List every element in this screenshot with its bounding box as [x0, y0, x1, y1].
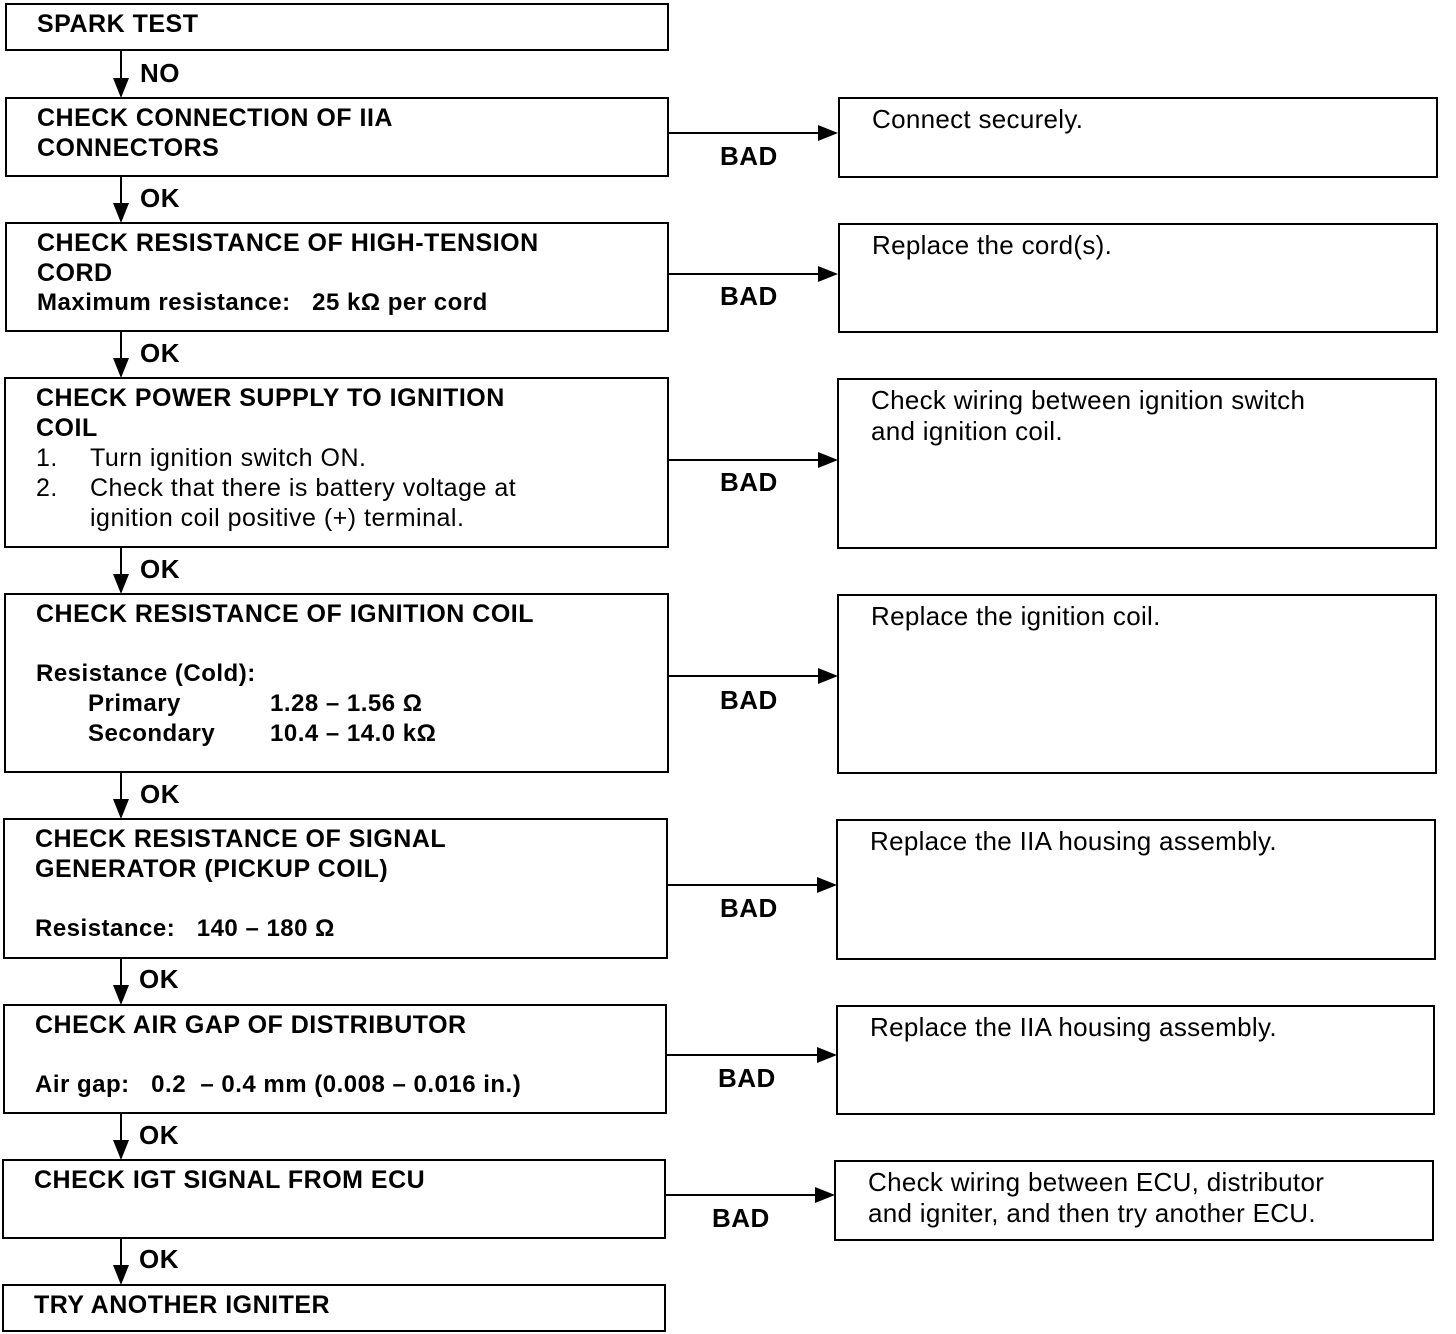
spec-row [36, 689, 667, 719]
action-text: Replace the IIA housing assembly. [870, 1012, 1277, 1042]
label-ok: OK [139, 1244, 179, 1274]
action-text: Check wiring between ignition switch [871, 385, 1306, 415]
step-title: CHECK IGT SIGNAL FROM ECU [34, 1166, 426, 1194]
item-text: ignition coil positive (+) terminal. [90, 504, 465, 532]
label-ok: OK [140, 554, 180, 584]
action-connect-securely [838, 97, 1438, 178]
label-ok: OK [140, 183, 180, 213]
step-check-connection [5, 97, 669, 177]
step-spec: Air gap: 0.2 – 0.4 mm (0.008 – 0.016 in.) [35, 1071, 522, 1098]
action-check-wiring-ignition [837, 378, 1437, 549]
step-title-line: CORD [37, 259, 113, 287]
step-check-coil-resistance [4, 593, 669, 773]
step-title-line: CONNECTORS [37, 134, 220, 162]
spec-label: Secondary [88, 720, 216, 747]
item-number: 2. [36, 474, 58, 502]
spacer [35, 884, 666, 914]
step-title: TRY ANOTHER IGNITER [34, 1291, 331, 1319]
step-title: CHECK AIR GAP OF DISTRIBUTOR [35, 1011, 467, 1039]
item-number: 1. [36, 444, 58, 472]
step-title: CHECK RESISTANCE OF IGNITION COIL [36, 600, 534, 628]
action-text: Replace the IIA housing assembly. [870, 826, 1277, 856]
step-title: SPARK TEST [37, 10, 199, 38]
action-text: Connect securely. [872, 104, 1084, 134]
label-bad: BAD [720, 467, 778, 497]
step-item [36, 503, 667, 533]
spacer [35, 1040, 665, 1070]
label-bad: BAD [720, 281, 778, 311]
action-replace-housing-1 [836, 819, 1436, 960]
step-spark-test [5, 3, 669, 51]
label-ok: OK [139, 964, 179, 994]
step-spec-heading: Resistance (Cold): [36, 660, 256, 687]
action-replace-ignition-coil [837, 594, 1437, 774]
spacer [36, 629, 667, 659]
step-title-line: CHECK RESISTANCE OF HIGH-TENSION [37, 229, 539, 257]
item-text: Turn ignition switch ON. [90, 444, 367, 472]
step-title-line: CHECK POWER SUPPLY TO IGNITION [36, 384, 505, 412]
label-no: NO [140, 58, 180, 88]
label-ok: OK [140, 338, 180, 368]
step-check-igt-signal [2, 1159, 666, 1239]
action-text: and ignition coil. [871, 416, 1063, 446]
spec-value: 1.28 – 1.56 Ω [270, 690, 423, 717]
label-bad: BAD [720, 141, 778, 171]
step-item [36, 473, 667, 503]
label-bad: BAD [712, 1203, 770, 1233]
step-title-line: CHECK RESISTANCE OF SIGNAL [35, 825, 447, 853]
step-check-air-gap [3, 1004, 667, 1114]
step-check-cord-resistance [5, 222, 669, 332]
action-check-wiring-ecu [834, 1160, 1434, 1241]
step-spec: Maximum resistance: 25 kΩ per cord [37, 289, 488, 316]
step-check-signal-generator [3, 818, 668, 959]
label-bad: BAD [720, 685, 778, 715]
action-text: and igniter, and then try another ECU. [868, 1198, 1316, 1228]
step-item [36, 443, 667, 473]
step-title-line: GENERATOR (PICKUP COIL) [35, 855, 389, 883]
label-ok: OK [139, 1120, 179, 1150]
action-text: Replace the cord(s). [872, 230, 1113, 260]
label-bad: BAD [720, 893, 778, 923]
step-check-power-supply [4, 377, 669, 548]
label-ok: OK [140, 779, 180, 809]
action-text: Replace the ignition coil. [871, 601, 1161, 631]
action-text: Check wiring between ECU, distributor [868, 1167, 1325, 1197]
step-try-another-igniter [2, 1284, 666, 1332]
step-title-line: CHECK CONNECTION OF IIA [37, 104, 393, 132]
spec-label: Primary [88, 690, 181, 717]
step-spec: Resistance: 140 – 180 Ω [35, 915, 335, 942]
step-title-line: COIL [36, 414, 98, 442]
item-text: Check that there is battery voltage at [90, 474, 517, 502]
spec-value: 10.4 – 14.0 kΩ [270, 720, 437, 747]
action-replace-housing-2 [836, 1005, 1435, 1115]
label-bad: BAD [718, 1063, 776, 1093]
spec-row [36, 719, 667, 749]
action-replace-cords [838, 223, 1438, 333]
